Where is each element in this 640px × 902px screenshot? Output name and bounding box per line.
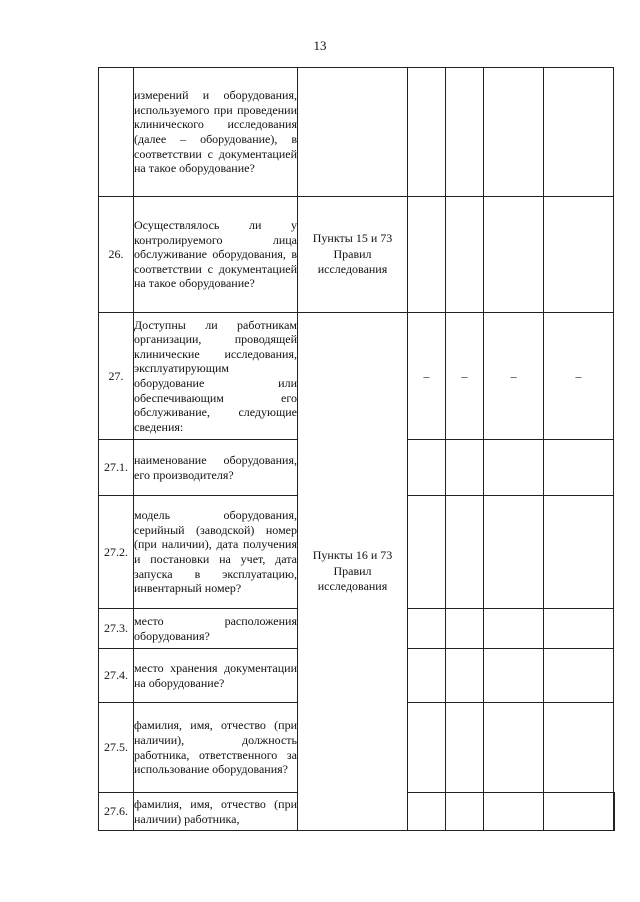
answer-note-cell[interactable] (544, 68, 614, 197)
answer-yes-cell[interactable] (446, 793, 484, 831)
row-number: 27.2. (99, 496, 134, 609)
answer-yes-cell[interactable] (408, 68, 446, 197)
answer-no-cell[interactable] (446, 68, 484, 197)
reference-cell: Пункты 15 и 73 Правил исследования (298, 197, 408, 313)
answer-yes-cell[interactable]: – (408, 313, 446, 440)
answer-na-cell[interactable] (544, 793, 614, 831)
question-cell: фамилия, имя, отчество (при наличии), должность работника, ответственного за использование оборудования? (134, 703, 298, 793)
answer-na-cell[interactable] (484, 649, 544, 703)
question-cell: место хранения документации на оборудование? (134, 649, 298, 703)
row-number: 27. (99, 313, 134, 440)
answer-no-cell[interactable] (446, 649, 484, 703)
row-number: 26. (99, 197, 134, 313)
answer-yes-cell[interactable] (408, 197, 446, 313)
answer-note-cell[interactable] (544, 609, 614, 649)
answer-note-cell[interactable] (544, 649, 614, 703)
reference-cell (408, 793, 446, 831)
page-number: 13 (313, 38, 327, 53)
answer-na-cell[interactable] (484, 703, 544, 793)
answer-yes-cell[interactable] (408, 496, 446, 609)
row-number: 27.1. (99, 440, 134, 496)
answer-no-cell[interactable] (484, 793, 544, 831)
question-cell: наименование оборудования, его производителя? (134, 440, 298, 496)
answer-no-cell[interactable]: – (446, 313, 484, 440)
table-row (99, 197, 615, 313)
answer-no-cell[interactable] (446, 197, 484, 313)
answer-note-cell[interactable] (544, 197, 614, 313)
answer-note-cell[interactable] (544, 703, 614, 793)
answer-yes-cell[interactable] (408, 609, 446, 649)
reference-cell (298, 68, 408, 197)
reference-cell: Пункты 16 и 73 Правил исследования (298, 313, 408, 831)
answer-no-cell[interactable] (446, 703, 484, 793)
answer-na-cell[interactable] (484, 68, 544, 197)
question-cell: Осуществлялось ли у контролируемого лица обслуживание оборудования, в соответствии с документацией на такое оборудование? (134, 197, 298, 313)
answer-note-cell[interactable] (544, 496, 614, 609)
answer-note-cell[interactable] (614, 793, 615, 831)
row-number: 27.6. (99, 793, 134, 831)
table-row (99, 313, 615, 440)
question-cell: модель оборудования, серийный (заводской) номер (при наличии), дата получения и постановки на учет, дата запуска в эксплуатацию, инвентарный номер? (134, 496, 298, 609)
answer-no-cell[interactable] (446, 609, 484, 649)
row-number (99, 68, 134, 197)
answer-yes-cell[interactable] (408, 649, 446, 703)
answer-na-cell[interactable]: – (484, 313, 544, 440)
table-row (99, 68, 615, 197)
answer-na-cell[interactable] (484, 440, 544, 496)
answer-yes-cell[interactable] (408, 703, 446, 793)
row-number: 27.3. (99, 609, 134, 649)
answer-no-cell[interactable] (446, 440, 484, 496)
answer-no-cell[interactable] (446, 496, 484, 609)
row-number: 27.4. (99, 649, 134, 703)
answer-yes-cell[interactable] (408, 440, 446, 496)
checklist-table (98, 67, 615, 831)
answer-na-cell[interactable] (484, 496, 544, 609)
question-cell: измерений и оборудования, используемого при проведении клинического исследования (далее – оборудование), в соответствии с документацией на такое оборудование? (134, 68, 298, 197)
question-cell: Доступны ли работникам организации, проводящей клинические исследования, эксплуатирующим оборудование или обеспечивающим его обслуживание, следующие сведения: (134, 313, 298, 440)
answer-note-cell[interactable] (544, 440, 614, 496)
answer-na-cell[interactable] (484, 609, 544, 649)
question-cell: фамилия, имя, отчество (при наличии) работника, (134, 793, 298, 831)
row-number: 27.5. (99, 703, 134, 793)
answer-na-cell[interactable] (484, 197, 544, 313)
question-cell: место расположения оборудования? (134, 609, 298, 649)
answer-note-cell[interactable]: – (544, 313, 614, 440)
